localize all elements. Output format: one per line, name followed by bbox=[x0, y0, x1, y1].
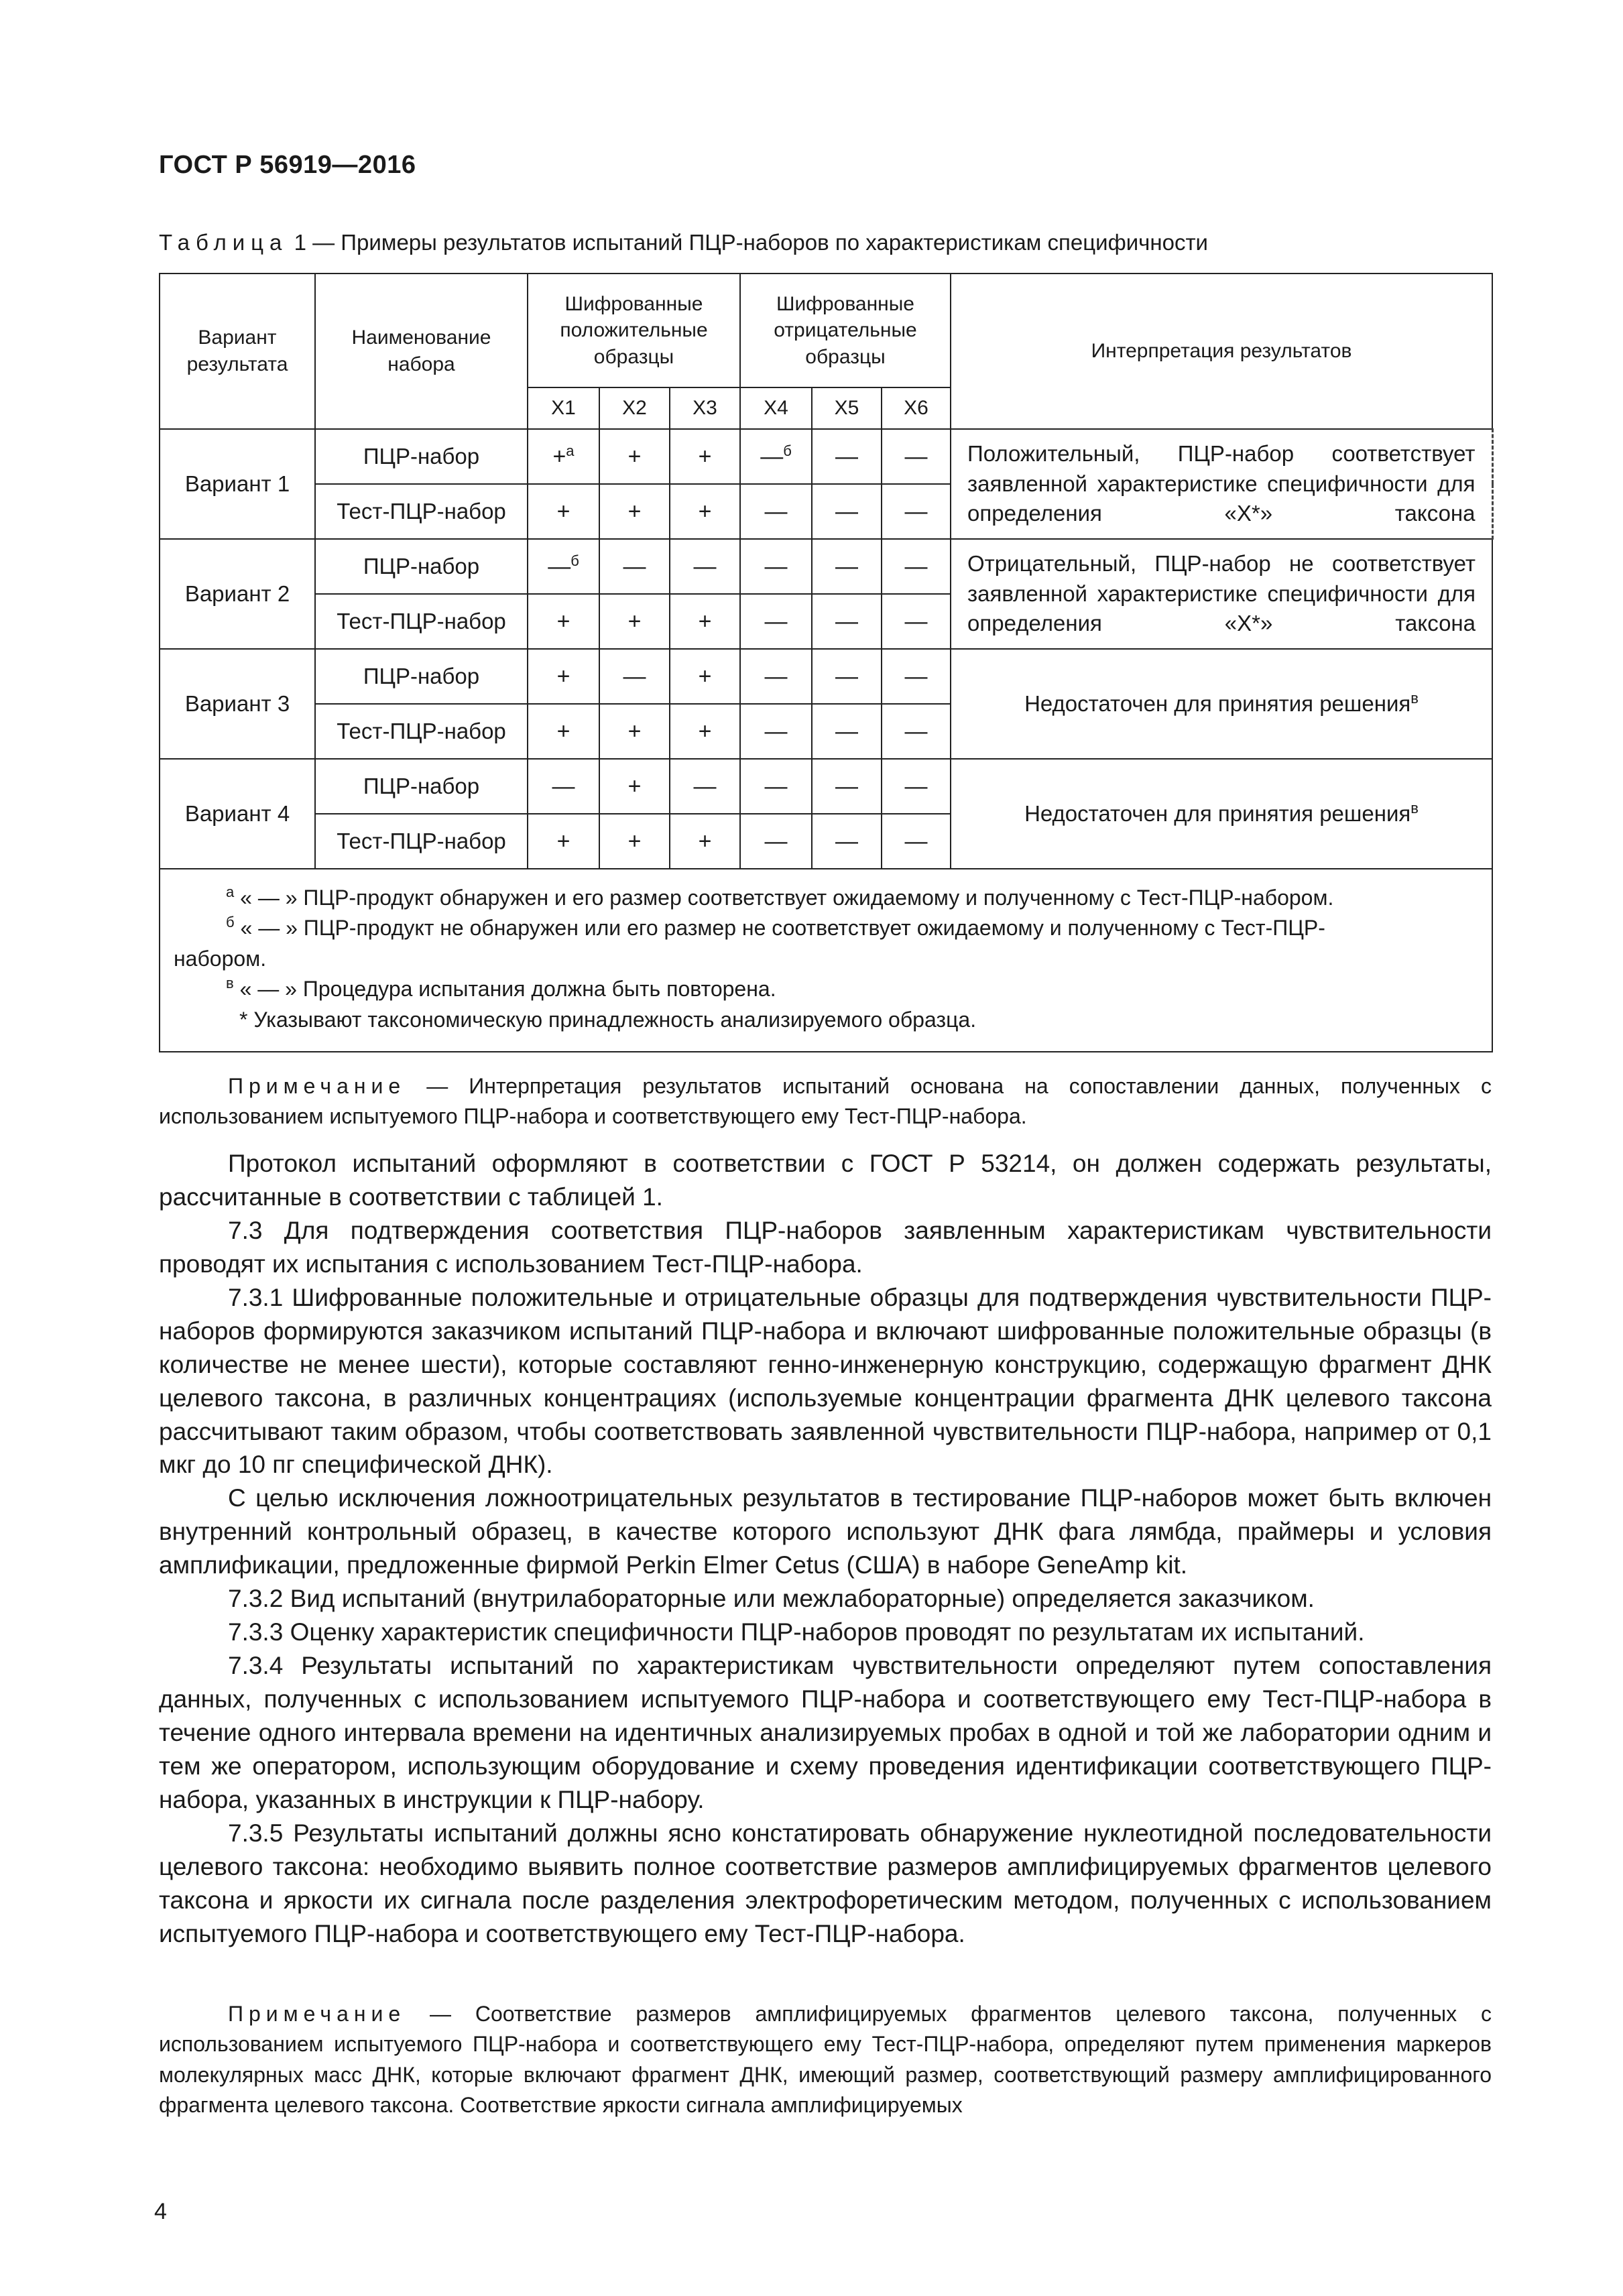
result-cell: — bbox=[670, 759, 740, 814]
variant-label: Вариант 4 bbox=[160, 759, 315, 869]
header-x4: Х4 bbox=[740, 387, 812, 429]
header-interpretation: Интерпретация результатов bbox=[951, 274, 1492, 429]
paragraph: 7.3.1 Шифрованные положительные и отрицательные образцы для подтверждения чувствительности ПЦР-наборов формируются заказчиком испытаний ПЦР-набора и включают шифрованные положительные образцы (в количестве не менее шести), которые составляют генно-инженерную конструкцию, содержащую фрагмент ДНК целевого таксона, в различных концентрациях (используемые концентрации фрагмента ДНК целевого таксона рассчитывают таким образом, чтобы соответствовать заявленной чувствительности ПЦР-набора, например от 0,1 мкг до 10 пг специфической ДНК). bbox=[159, 1283, 1492, 1479]
paragraph: 7.3.3 Оценку характеристик специфичности ПЦР-наборов проводят по результатам их испытаний. bbox=[228, 1618, 1365, 1646]
footnotes-cell bbox=[160, 869, 1492, 1052]
result-cell: — bbox=[812, 594, 882, 649]
table-footnotes bbox=[160, 869, 1492, 1052]
table-row bbox=[160, 539, 1492, 594]
result-cell: — bbox=[740, 484, 812, 539]
table-note bbox=[159, 1071, 1492, 1132]
kit-name: ПЦР-набор bbox=[315, 539, 528, 594]
kit-name: Тест-ПЦР-набор bbox=[315, 814, 528, 869]
kit-name: Тест-ПЦР-набор bbox=[315, 484, 528, 539]
result-cell: — bbox=[740, 649, 812, 704]
variant-label: Вариант 2 bbox=[160, 539, 315, 649]
result-cell: — bbox=[882, 484, 951, 539]
result-cell: — bbox=[670, 539, 740, 594]
result-cell: + bbox=[528, 704, 599, 759]
results-table bbox=[159, 273, 1494, 1052]
result-cell: — bbox=[812, 484, 882, 539]
header-kit-name: Наименование набора bbox=[315, 274, 528, 429]
footnote-b: $^б$ « — » ПЦР-продукт не обнаружен или его размер не соответствует ожидаемому и полученному с Тест-ПЦР- bbox=[226, 914, 1325, 941]
kit-name: Тест-ПЦР-набор bbox=[315, 594, 528, 649]
result-cell: — bbox=[812, 649, 882, 704]
result-cell: — bbox=[528, 759, 599, 814]
result-cell: + bbox=[599, 814, 670, 869]
result-cell: — bbox=[812, 539, 882, 594]
table-caption-title: 1 — Примеры результатов испытаний ПЦР-наборов по характеристикам специфичности bbox=[294, 230, 1208, 255]
result-cell: — bbox=[599, 649, 670, 704]
result-cell: + bbox=[599, 759, 670, 814]
result-cell: — bbox=[882, 759, 951, 814]
body-text bbox=[159, 1147, 1492, 1951]
result-cell: + bbox=[670, 649, 740, 704]
variant-label: Вариант 1 bbox=[160, 429, 315, 539]
paragraph: 7.3 Для подтверждения соответствия ПЦР-наборов заявленным характеристикам чувствительности проводят их испытания с использованием Тест-ПЦР-набора. bbox=[159, 1216, 1492, 1278]
result-cell: — bbox=[740, 759, 812, 814]
page-number: 4 bbox=[154, 2199, 167, 2224]
interpretation-text: Отрицательный, ПЦР-набор не соответствует заявленной характеристике специфичности для определения «Х*» таксона bbox=[951, 539, 1492, 649]
result-cell: + bbox=[670, 704, 740, 759]
kit-name: ПЦР-набор bbox=[315, 649, 528, 704]
interpretation-text: Недостаточен для принятия решения$^в$ bbox=[951, 649, 1492, 759]
result-cell: — bbox=[740, 594, 812, 649]
result-cell: + bbox=[670, 484, 740, 539]
footnote-b-continued: набором. bbox=[174, 946, 267, 971]
result-cell: — bbox=[812, 429, 882, 484]
result-cell: + bbox=[599, 704, 670, 759]
interpretation-text: Положительный, ПЦР-набор соответствует заявленной характеристике специфичности для определения «Х*» таксона bbox=[951, 429, 1492, 539]
result-cell: + bbox=[528, 814, 599, 869]
result-cell: +$^а$ bbox=[528, 429, 599, 484]
kit-name: ПЦР-набор bbox=[315, 759, 528, 814]
result-cell: + bbox=[670, 429, 740, 484]
result-cell: — bbox=[882, 539, 951, 594]
header-variant: Вариант результата bbox=[160, 274, 315, 429]
footnote-v: $^в$ « — » Процедура испытания должна быть повторена. bbox=[226, 975, 776, 1002]
kit-name: ПЦР-набор bbox=[315, 429, 528, 484]
header-positive-samples: Шифрованные положительные образцы bbox=[528, 274, 740, 387]
footnote-star: * Указывают таксономическую принадлежность анализируемого образца. bbox=[239, 1007, 977, 1032]
result-cell: + bbox=[599, 594, 670, 649]
note-text: — Соответствие размеров амплифицируемых фрагментов целевого таксона, полученных с использованием испытуемого ПЦР-набора и соответствующего ему Тест-ПЦР-набора, определяют путем применения маркеров молекулярных масс ДНК, которые включают фрагмент ДНК, имеющий размер, соответствующий размеру амплифицированного фрагмента целевого таксона. Соответствие яркости сигнала амплифицируемых bbox=[159, 2002, 1492, 2118]
paragraph: С целью исключения ложноотрицательных результатов в тестирование ПЦР-наборов может быть включен внутренний контрольный образец, в качестве которого используют ДНК фага лямбда, праймеры и условия амплификации, предложенные фирмой Perkin Elmer Cetus (США) в наборе GeneAmp kit. bbox=[159, 1484, 1492, 1579]
header-x5: Х5 bbox=[812, 387, 882, 429]
header-negative-samples: Шифрованные отрицательные образцы bbox=[740, 274, 951, 387]
table-row bbox=[160, 649, 1492, 704]
kit-name: Тест-ПЦР-набор bbox=[315, 704, 528, 759]
variant-label: Вариант 3 bbox=[160, 649, 315, 759]
result-cell: + bbox=[599, 429, 670, 484]
result-cell: — bbox=[882, 649, 951, 704]
interpretation-text: Недостаточен для принятия решения$^в$ bbox=[951, 759, 1492, 869]
paragraph: 7.3.5 Результаты испытаний должны ясно констатировать обнаружение нуклеотидной последовательности целевого таксона: необходимо выявить полное соответствие размеров амплифицируемых фрагментов целевого таксона и яркости их сигнала после разделения электрофоретическим методом, полученных с использованием испытуемого ПЦР-набора и соответствующего ему Тест-ПЦР-набора. bbox=[159, 1819, 1492, 1947]
result-cell: — bbox=[740, 704, 812, 759]
note-text: — Интерпретация результатов испытаний основана на сопоставлении данных, полученных с использованием испытуемого ПЦР-набора и соответствующего ему Тест-ПЦР-набора. bbox=[159, 1074, 1492, 1129]
result-cell: — bbox=[882, 814, 951, 869]
document-header: ГОСТ Р 56919—2016 bbox=[159, 151, 416, 179]
paragraph: 7.3.2 Вид испытаний (внутрилабораторные или межлабораторные) определяется заказчиком. bbox=[228, 1585, 1315, 1613]
header-x3: Х3 bbox=[670, 387, 740, 429]
header-x1: Х1 bbox=[528, 387, 599, 429]
table-row bbox=[160, 759, 1492, 814]
table-caption bbox=[159, 230, 1208, 255]
result-cell: + bbox=[670, 594, 740, 649]
result-cell: —$^б$ bbox=[740, 429, 812, 484]
result-cell: — bbox=[812, 704, 882, 759]
result-cell: — bbox=[740, 814, 812, 869]
result-cell: — bbox=[812, 814, 882, 869]
result-cell: — bbox=[812, 759, 882, 814]
bottom-note bbox=[159, 1999, 1492, 2121]
result-cell: — bbox=[882, 429, 951, 484]
header-x2: Х2 bbox=[599, 387, 670, 429]
table-caption-label: Таблица bbox=[159, 230, 288, 255]
result-cell: — bbox=[882, 704, 951, 759]
table-row bbox=[160, 429, 1492, 484]
result-cell: + bbox=[528, 594, 599, 649]
result-cell: + bbox=[528, 649, 599, 704]
result-cell: + bbox=[528, 484, 599, 539]
result-cell: + bbox=[670, 814, 740, 869]
note-label: Примечание bbox=[228, 1074, 406, 1098]
result-cell: —$^б$ bbox=[528, 539, 599, 594]
result-cell: — bbox=[882, 594, 951, 649]
paragraph: 7.3.4 Результаты испытаний по характеристикам чувствительности определяют путем сопоставления данных, полученных с использованием испытуемого ПЦР-набора и соответствующего ему Тест-ПЦР-набора в течение одного интервала времени на идентичных анализируемых пробах в одной и той же лаборатории одним и тем же оператором, использующим оборудование и схему проведения идентификации соответствующего ПЦР-набора, указанных в инструкции к ПЦР-набору. bbox=[159, 1652, 1492, 1813]
result-cell: + bbox=[599, 484, 670, 539]
result-cell: — bbox=[599, 539, 670, 594]
header-x6: Х6 bbox=[882, 387, 951, 429]
paragraph: Протокол испытаний оформляют в соответствии с ГОСТ Р 53214, он должен содержать результаты, рассчитанные в соответствии с таблицей 1. bbox=[159, 1150, 1492, 1211]
note-label: Примечание bbox=[228, 2002, 406, 2026]
result-cell: — bbox=[740, 539, 812, 594]
footnote-a: $^а$ « — » ПЦР-продукт обнаружен и его размер соответствует ожидаемому и полученному с Тест-ПЦР-набором. bbox=[226, 884, 1334, 910]
